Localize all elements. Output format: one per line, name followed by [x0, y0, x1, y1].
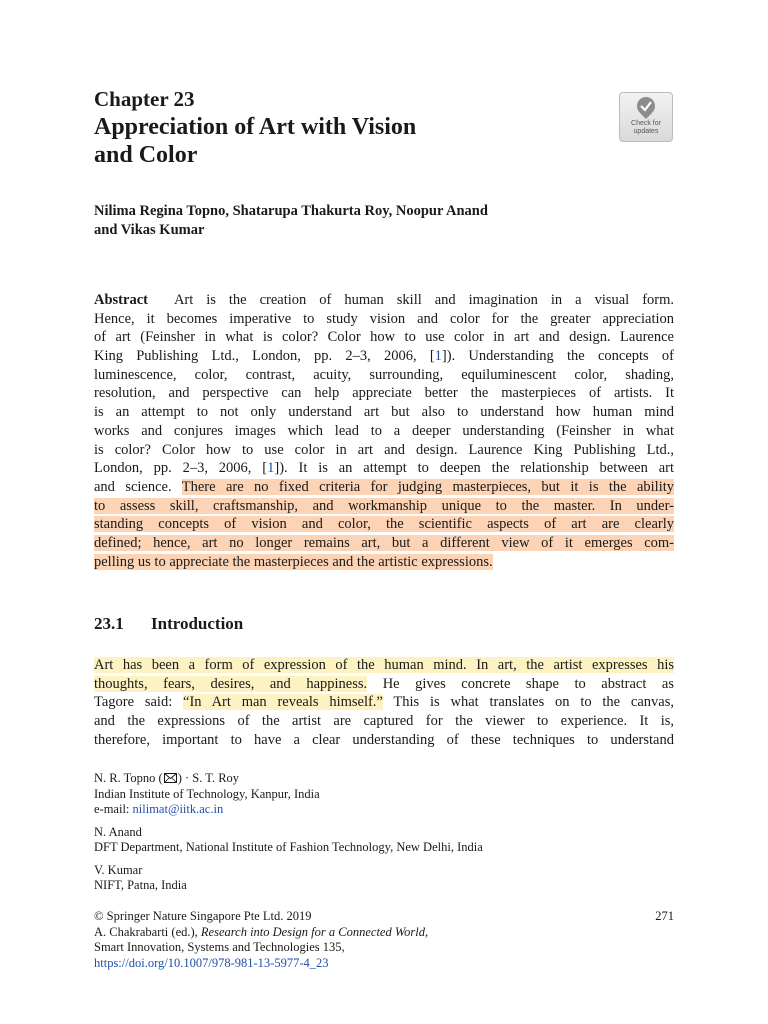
body-line: [94, 656, 674, 675]
reference-link[interactable]: 1: [267, 460, 275, 477]
abstract-text: London, pp. 2–3, 2006, [: [94, 460, 268, 477]
body-text: Tagore said:: [94, 694, 173, 711]
highlighted-text[interactable]: pelling us to appreciate the masterpieces and the artistic expressions.: [94, 553, 493, 570]
chapter-title: [94, 113, 574, 169]
author-affiliations: [94, 771, 674, 901]
abstract-line: luminescence, color, contrast, acuity, surrounding, equiluminescent color, shading,: [94, 366, 674, 383]
abstract-label: Abstract: [94, 292, 148, 308]
affiliation-block: [94, 825, 674, 856]
doi-link[interactable]: https://doi.org/10.1007/978-981-13-5977-4_23: [94, 955, 329, 970]
check-for-updates-text: [620, 120, 672, 136]
abstract-line: Hence, it becomes imperative to study vision and color for the greater appreciation: [94, 310, 674, 327]
abstract-line: of art (Feinsher in what is color? Color how to use color in art and design. Laurence: [94, 329, 674, 346]
doi-line: [94, 956, 674, 972]
abstract-text: Art is the creation of human skill and imagination in a visual form.: [173, 292, 674, 308]
envelope-icon: [164, 773, 177, 783]
abstract: [94, 291, 674, 571]
section-title: Introduction: [151, 614, 244, 633]
highlighted-text[interactable]: standing concepts of vision and color, the scientific aspects of art are clearly: [94, 516, 674, 533]
affiliation-block: [94, 863, 674, 894]
abstract-text: ]). It is an attempt to deepen the relationship between art: [274, 460, 674, 477]
abstract-text: ]). Understanding the concepts of: [441, 348, 674, 365]
affiliation-email-line: [94, 802, 674, 818]
highlighted-text[interactable]: defined; hence, art no longer remains art, but a different view of it emerges com-: [94, 534, 674, 551]
intro-paragraph: [94, 656, 674, 749]
affiliation-names: V. Kumar: [94, 862, 143, 877]
body-text: He gives concrete shape to abstract as: [382, 675, 674, 692]
highlighted-text[interactable]: thoughts, fears, desires, and happiness.: [94, 675, 368, 692]
citation-line: [94, 925, 674, 941]
abstract-line: works and conjures images which lead to a deeper understanding (Feinsher in what: [94, 422, 674, 439]
citation-text: A. Chakrabarti (ed.),: [94, 924, 198, 939]
abstract-line: [94, 347, 674, 366]
check-for-updates-badge[interactable]: [619, 92, 673, 142]
badge-line: updates: [633, 128, 659, 135]
reference-link[interactable]: 1: [434, 348, 442, 365]
email-link[interactable]: nilimat@iitk.ac.in: [132, 802, 224, 816]
author-line: Nilima Regina Topno, Shatarupa Thakurta Roy, Noopur Anand: [94, 203, 488, 219]
abstract-line: [94, 515, 674, 534]
book-title: Research into Design for a Connected World,: [200, 924, 429, 939]
body-line: [94, 693, 674, 712]
abstract-line: [94, 459, 674, 478]
chapter-title-line: Appreciation of Art with Vision: [94, 114, 417, 140]
abstract-line: [94, 534, 674, 553]
abstract-line: [94, 553, 674, 572]
body-line: and the expressions of the artist are captured for the viewer to experience. It is,: [94, 713, 674, 730]
section-number: 23.1: [94, 614, 124, 633]
copyright-block: [94, 909, 674, 971]
affiliation-institution: Indian Institute of Technology, Kanpur, India: [94, 786, 320, 801]
copyright-line: © Springer Nature Singapore Pte Ltd. 2019: [94, 909, 312, 923]
highlighted-text[interactable]: Art has been a form of expression of the human mind. In art, the artist expresses his: [94, 657, 674, 673]
abstract-text: King Publishing Ltd., London, pp. 2–3, 2006, [: [94, 348, 435, 365]
page-number: 271: [655, 909, 674, 923]
affiliation-names: [94, 771, 674, 787]
highlighted-text[interactable]: There are no fixed criteria for judging masterpieces, but it is the ability: [181, 478, 675, 495]
author-list: [94, 202, 654, 240]
affiliation-names: N. Anand: [94, 824, 142, 839]
check-for-updates-icon: [635, 96, 657, 120]
abstract-text: and science.: [94, 478, 172, 495]
author-line: and Vikas Kumar: [94, 222, 205, 238]
body-line: [94, 675, 674, 694]
body-text: This is what translates on to the canvas,: [393, 694, 674, 711]
body-line: therefore, important to have a clear understanding of these techniques to understand: [94, 731, 674, 748]
affiliation-institution: DFT Department, National Institute of Fashion Technology, New Delhi, India: [94, 840, 483, 854]
affiliation-block: [94, 771, 674, 818]
series-line: Smart Innovation, Systems and Technologies 135,: [94, 940, 345, 954]
email-label: e-mail:: [94, 802, 130, 816]
abstract-line: is an attempt to not only understand art but also to understand how human mind: [94, 404, 674, 421]
chapter-label: Chapter 23: [94, 87, 195, 111]
badge-line: Check for: [631, 120, 661, 127]
abstract-line: [94, 478, 674, 497]
affiliation-institution: NIFT, Patna, India: [94, 878, 187, 892]
highlighted-text[interactable]: to assess skill, craftsmanship, and workmanship unique to the master. In under-: [94, 497, 674, 514]
abstract-line: [94, 291, 674, 310]
affiliation-text: ) · S. T. Roy: [177, 771, 240, 785]
abstract-line: is color? Color how to use color in art and design. Laurence King Publishing Ltd.,: [94, 441, 674, 458]
affiliation-text: N. R. Topno (: [94, 771, 163, 785]
abstract-line: resolution, and perspective can help appreciate better the masterpieces of artists. It: [94, 385, 674, 402]
abstract-line: [94, 497, 674, 516]
chapter-title-line: and Color: [94, 142, 198, 168]
section-heading: [94, 613, 243, 635]
highlighted-text[interactable]: “In Art man reveals himself.”: [183, 694, 383, 711]
